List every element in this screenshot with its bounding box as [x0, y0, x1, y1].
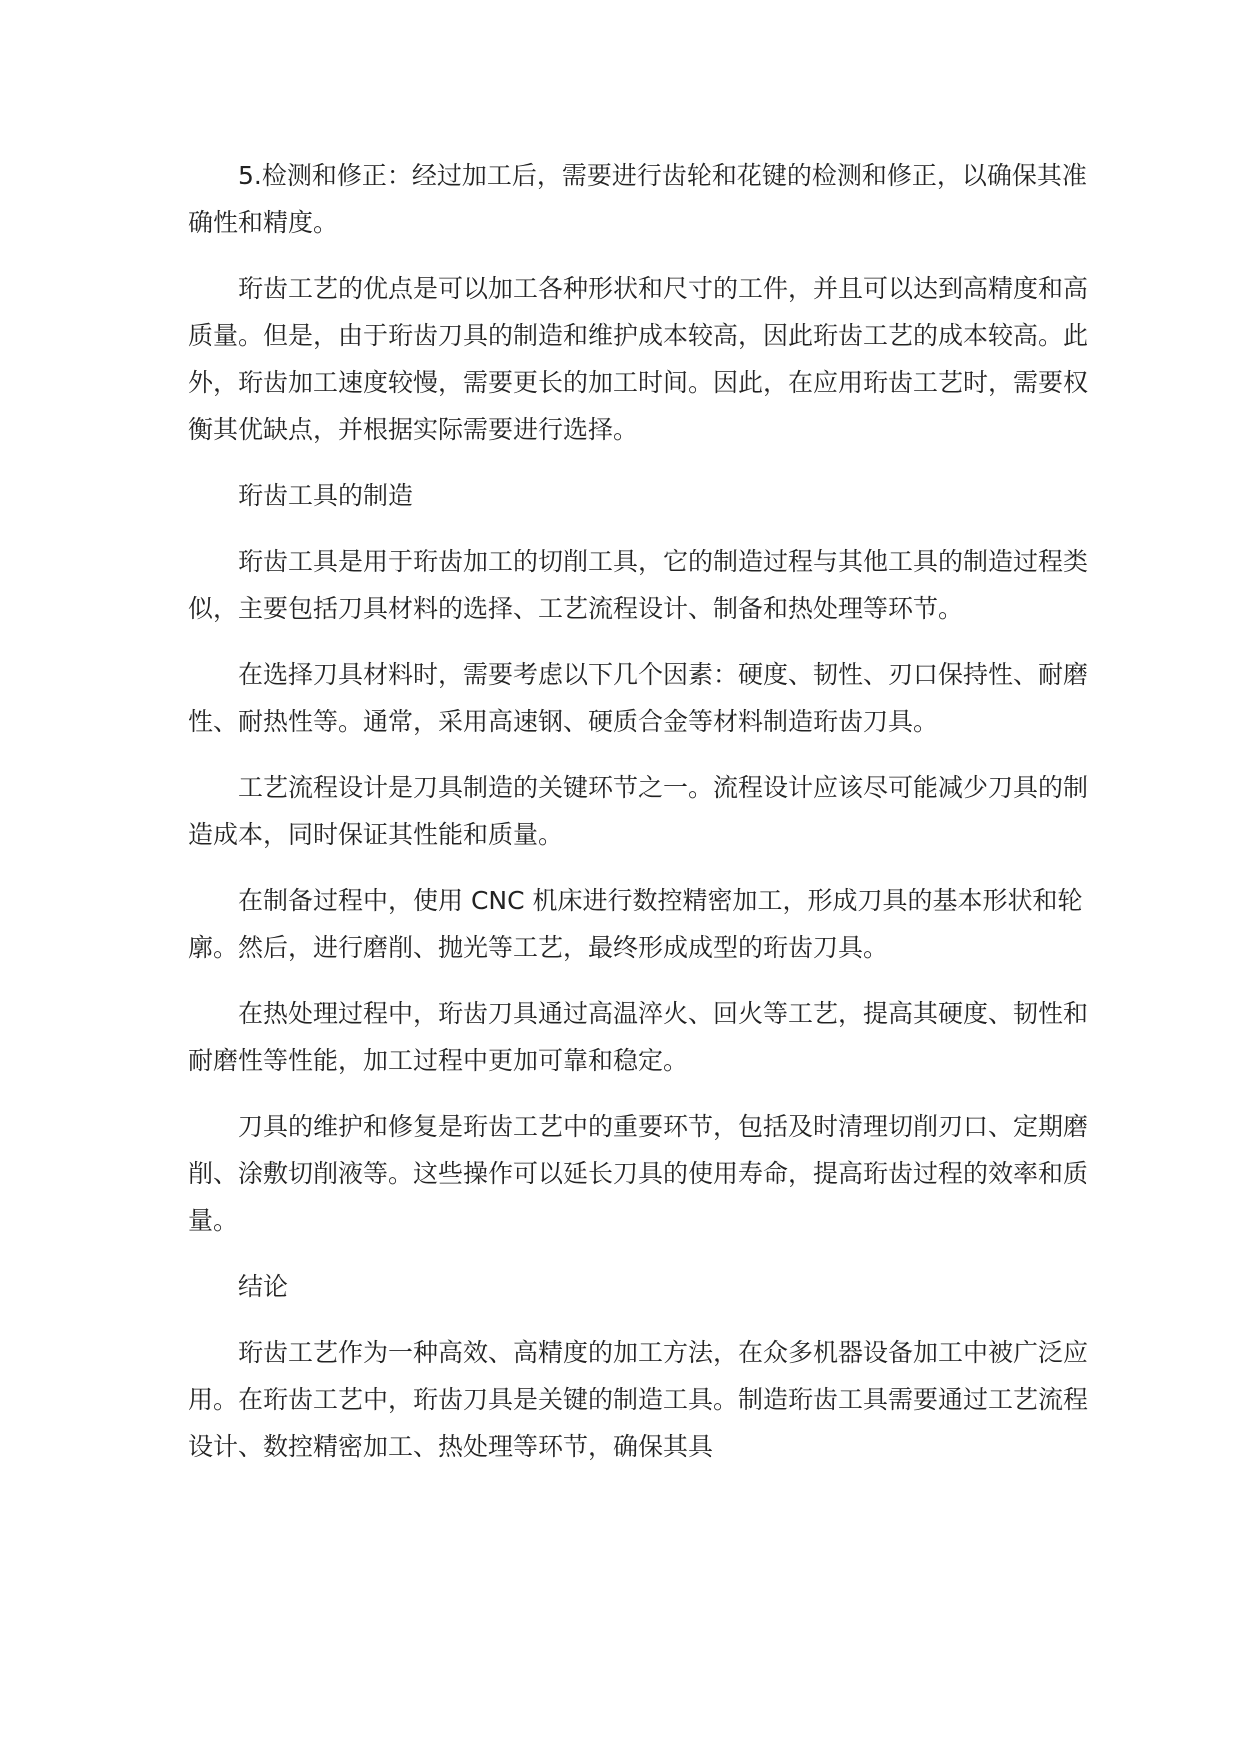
paragraph-conclusion: 珩齿工艺作为一种高效、高精度的加工方法，在众多机器设备加工中被广泛应用。在珩齿工艺中，珩齿刀具是关键的制造工具。制造珩齿工具需要通过工艺流程设计、数控精密加工、热处理等环节，确保其具: [188, 1338, 1089, 1461]
paragraph-material-selection: 在选择刀具材料时，需要考虑以下几个因素：硬度、韧性、刃口保持性、耐磨性、耐热性等。通常，采用高速钢、硬质合金等材料制造珩齿刀具。: [188, 660, 1089, 736]
section-heading-conclusion: 结论: [238, 1272, 289, 1301]
paragraph-honing-advantages: 珩齿工艺的优点是可以加工各种形状和尺寸的工件，并且可以达到高精度和高质量。但是，由于珩齿刀具的制造和维护成本较高，因此珩齿工艺的成本较高。此外，珩齿加工速度较慢，需要更长的加工时间。因此，在应用珩齿工艺时，需要权衡其优缺点，并根据实际需要进行选择。: [188, 274, 1089, 444]
document-body: [188, 152, 1088, 1470]
paragraph-process-design: 工艺流程设计是刀具制造的关键环节之一。流程设计应该尽可能减少刀具的制造成本，同时保证其性能和质量。: [188, 773, 1089, 849]
paragraph-maintenance: 刀具的维护和修复是珩齿工艺中的重要环节，包括及时清理切削刃口、定期磨削、涂敷切削液等。这些操作可以延长刀具的使用寿命，提高珩齿过程的效率和质量。: [188, 1112, 1089, 1235]
paragraph-heat-treatment: 在热处理过程中，珩齿刀具通过高温淬火、回火等工艺，提高其硬度、韧性和耐磨性等性能，加工过程中更加可靠和稳定。: [188, 999, 1089, 1075]
paragraph-tool-overview: 珩齿工具是用于珩齿加工的切削工具，它的制造过程与其他工具的制造过程类似，主要包括刀具材料的选择、工艺流程设计、制备和热处理等环节。: [188, 547, 1089, 623]
section-heading-tool-manufacturing: 珩齿工具的制造: [238, 481, 414, 510]
paragraph-inspection-correction: 5.检测和修正：经过加工后，需要进行齿轮和花键的检测和修正，以确保其准确性和精度。: [188, 161, 1087, 237]
paragraph-preparation: 在制备过程中，使用 CNC 机床进行数控精密加工，形成刀具的基本形状和轮廓。然后，进行磨削、抛光等工艺，最终形成成型的珩齿刀具。: [188, 886, 1083, 962]
